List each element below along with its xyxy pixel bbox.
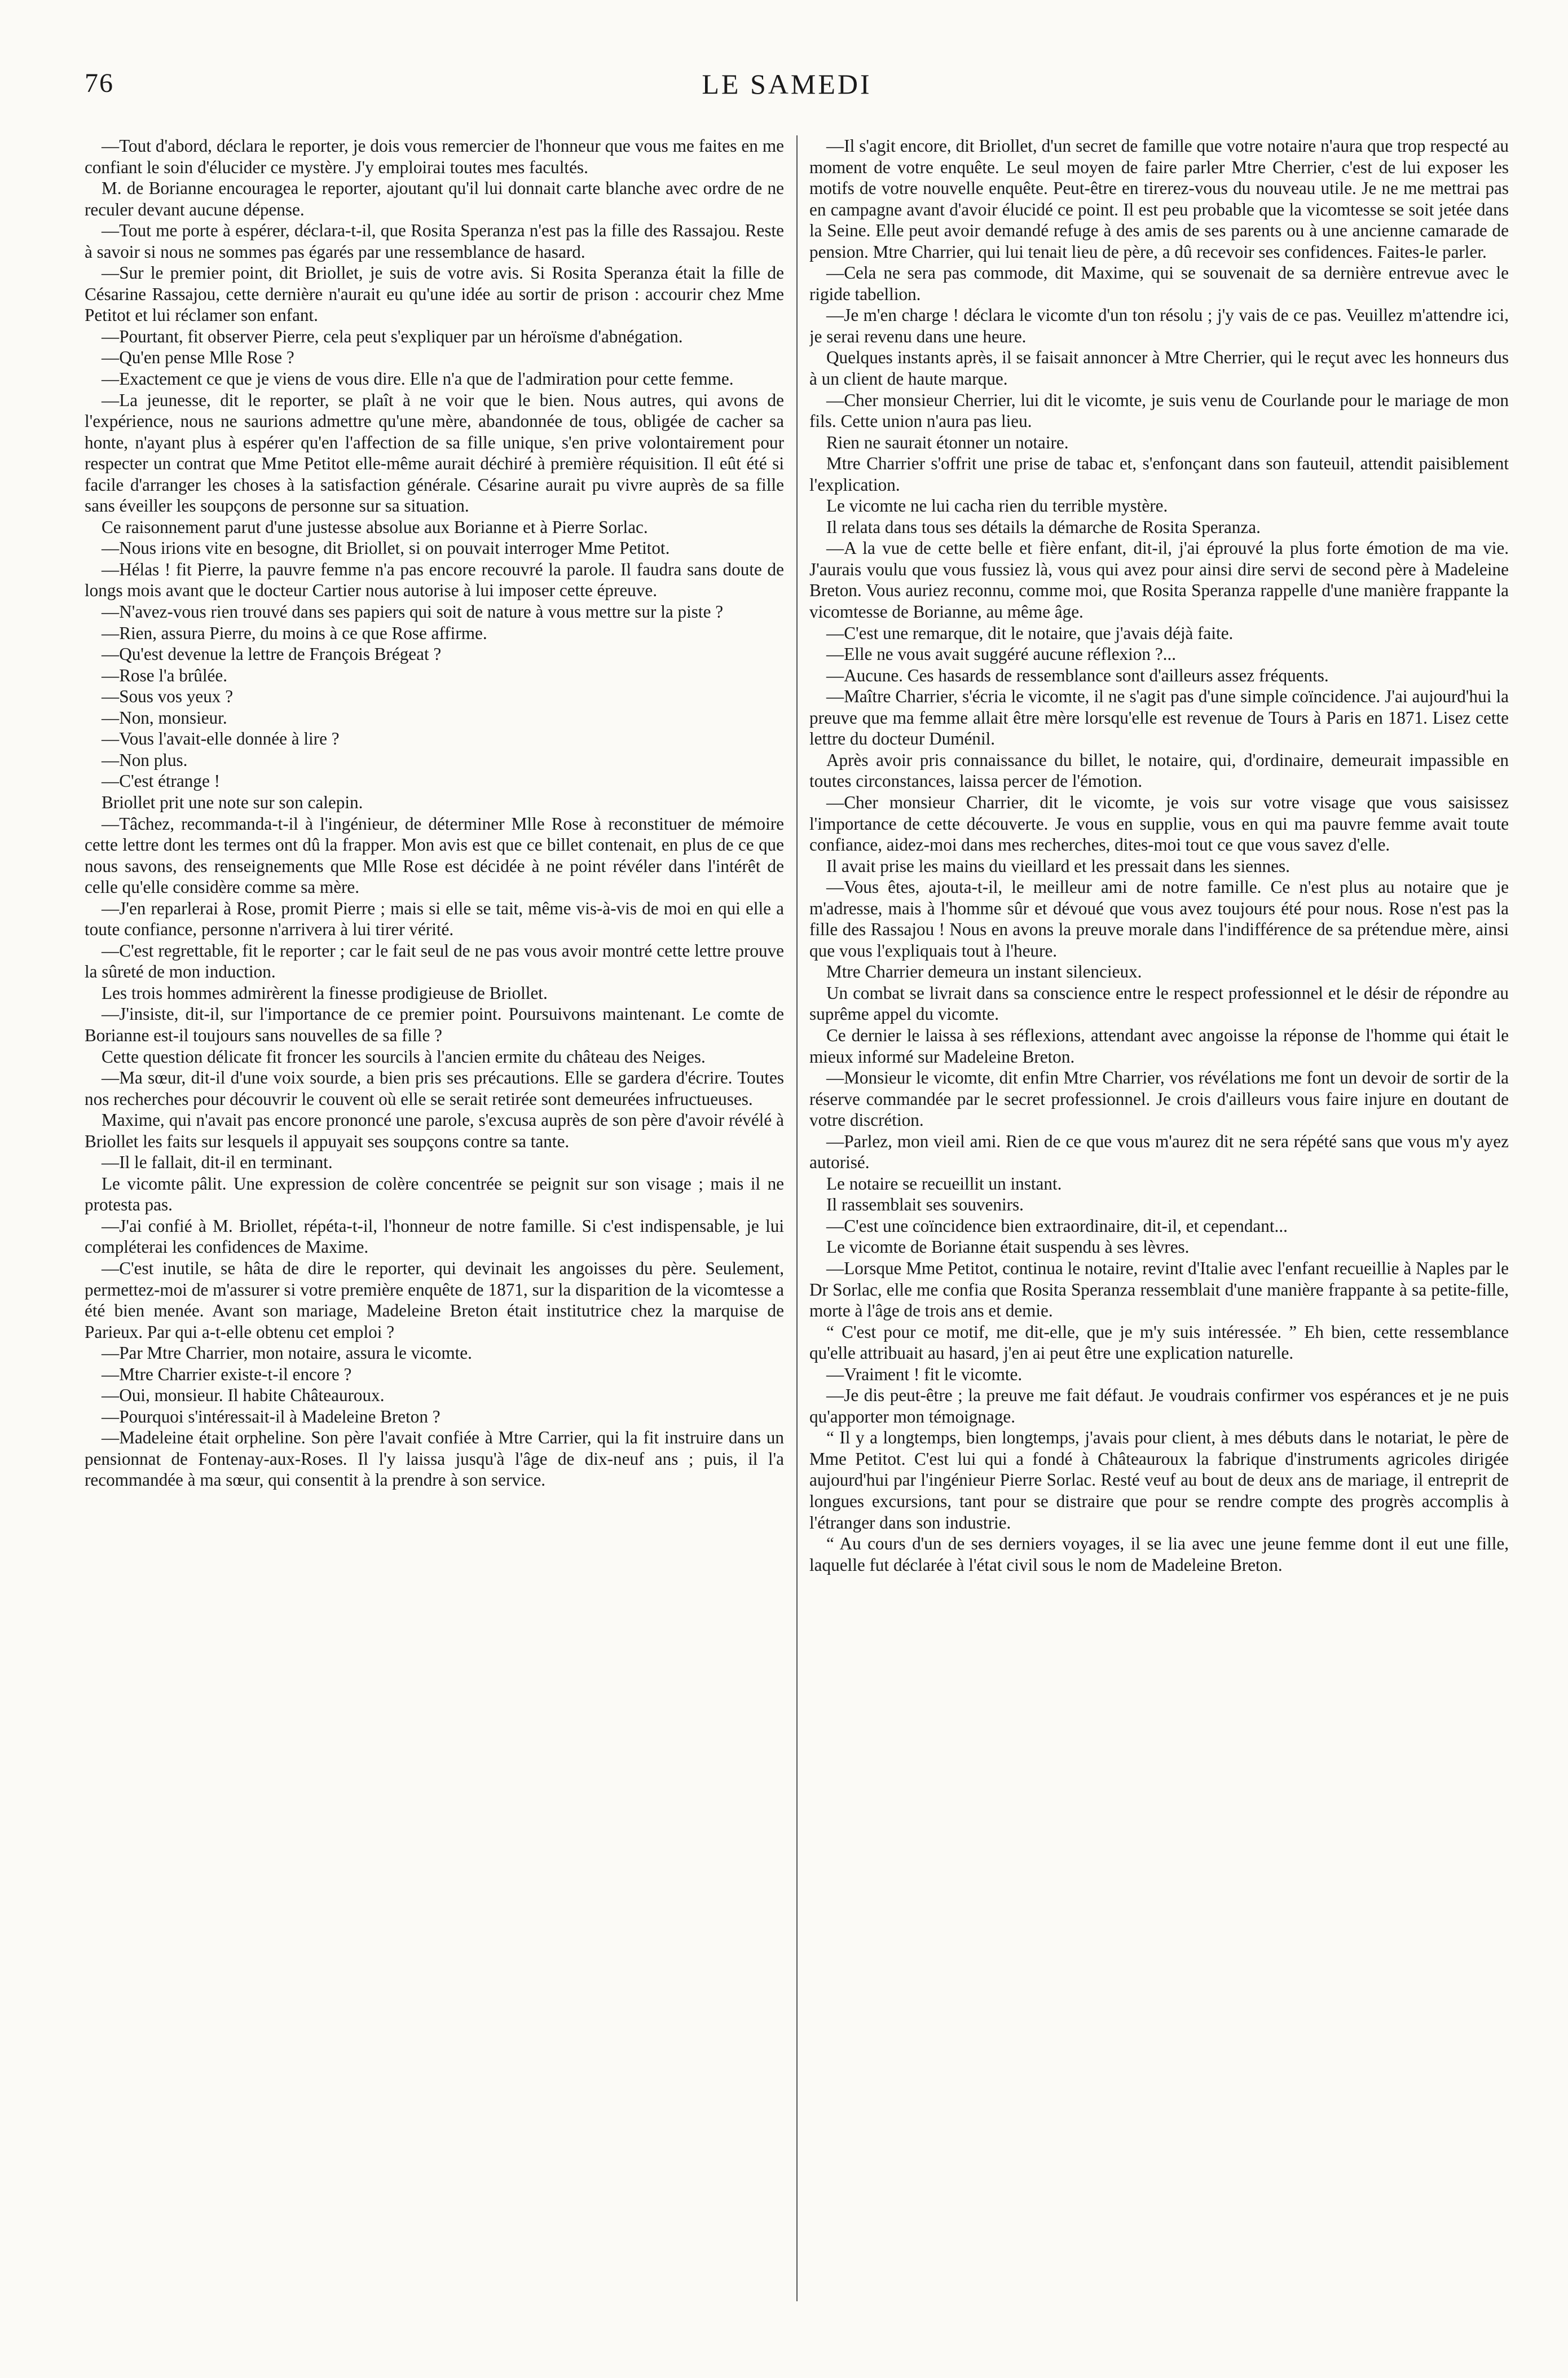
paragraph: —Tout me porte à espérer, déclara-t-il, que Rosita Speranza n'est pas la fille des Rassajou. Reste à savoir si nous ne sommes pas égarés par une ressemblance de hasard.: [85, 221, 784, 262]
paragraph: —Hélas ! fit Pierre, la pauvre femme n'a pas encore recouvré la parole. Il faudra sans doute de longs mois avant que le docteur Cartier nous autorise à lui imposer cette épreuve.: [85, 559, 784, 601]
paragraph: —C'est inutile, se hâta de dire le reporter, qui devinait les angoisses du père. Seulement, permettez-moi de m'assurer si votre première enquête de 1871, sur la disparition de la vicomtesse a été bien menée. Avant son mariage, Madeleine Breton était institutrice chez la marquise de Parieux. Par qui a-t-elle obtenu cet emploi ?: [85, 1258, 784, 1342]
paragraph: —N'avez-vous rien trouvé dans ses papiers qui soit de nature à vous mettre sur la piste ?: [102, 602, 724, 622]
paragraph: —La jeunesse, dit le reporter, se plaît à ne voir que le bien. Nous autres, qui avons de l'expérience, nous ne saurions admettre qu'une mère, abandonnée de tous, obligée de cacher sa honte, n'ayant plus à espérer qu'en l'affection de sa fille unique, s'en prive volontairement pour respecter un contrat que Mme Petitot elle-même aurait déchiré à première réquisition. Il eût été si facile d'arranger les choses à la satisfaction générale. Césarine aurait pu vivre auprès de sa fille sans éveiller les soupçons de personne sur sa situation.: [85, 390, 784, 516]
paragraph: —Oui, monsieur. Il habite Châteauroux.: [102, 1385, 385, 1406]
paragraph: —Rose l'a brûlée.: [102, 665, 228, 685]
paragraph: —Mtre Charrier existe-t-il encore ?: [102, 1364, 352, 1384]
paragraph: —A la vue de cette belle et fière enfant, dit-il, j'ai éprouvé la plus forte émotion de ma vie. J'aurais voulu que vous fussiez là, vous qui avez pour ainsi dire servi de second père à Madeleine Breton. Vous auriez reconnu, comme moi, que Rosita Speranza rappelle d'une manière frappante la vicomtesse de Borianne, au même âge.: [809, 538, 1509, 622]
paragraph: Le vicomte pâlit. Une expression de colère concentrée se peignit sur son visage ; mais il ne protesta pas.: [85, 1173, 784, 1215]
paragraph: —Tout d'abord, déclara le reporter, je dois vous remercier de l'honneur que vous me faites en me confiant le soin d'élucider ce mystère. J'y emploirai toutes mes facultés.: [85, 136, 784, 177]
page-header: [85, 68, 1489, 113]
paragraph: —Vous êtes, ajouta-t-il, le meilleur ami de notre famille. Ce n'est plus au notaire que je m'adresse, mais à l'homme sûr et dévoué que vous avez toujours été pour nous. Rose n'est pas la fille des Rassajou ! Nous en avons la preuve morale dans l'indifférence de sa prétendue mère, ainsi que vous l'expliquais tout à l'heure.: [809, 877, 1509, 961]
paragraph: —Lorsque Mme Petitot, continua le notaire, revint d'Italie avec l'enfant recueillie à Naples par le Dr Sorlac, elle me confia que Rosita Speranza ressemblait d'une manière frappante à sa petite-fille, morte à l'âge de trois ans et demie.: [809, 1258, 1509, 1321]
paragraph: —Ma sœur, dit-il d'une voix sourde, a bien pris ses précautions. Elle se gardera d'écrire. Toutes nos recherches pour découvrir le couvent où elle se serait retirée sont demeurées infructueuses.: [85, 1068, 784, 1109]
paragraph: —Elle ne vous avait suggéré aucune réflexion ?...: [826, 644, 1177, 664]
paragraph: M. de Borianne encouragea le reporter, ajoutant qu'il lui donnait carte blanche avec ordre de ne reculer devant aucune dépense.: [85, 178, 784, 219]
paragraph: “ C'est pour ce motif, me dit-elle, que je m'y suis intéressée. ” Eh bien, cette ressemblance qu'elle attribuait au hasard, j'en ai peut être une explication naturelle.: [809, 1322, 1509, 1363]
paragraph: Les trois hommes admirèrent la finesse prodigieuse de Briollet.: [102, 983, 548, 1003]
paragraph: —Pourtant, fit observer Pierre, cela peut s'expliquer par un héroïsme d'abnégation.: [102, 326, 683, 346]
paragraph: —Rien, assura Pierre, du moins à ce que Rose affirme.: [102, 623, 487, 643]
page-number: 76: [85, 68, 114, 98]
paragraph: Il rassemblait ses souvenirs.: [826, 1195, 1024, 1215]
paragraph: —Parlez, mon vieil ami. Rien de ce que vous m'aurez dit ne sera répété sans que vous m'y ayez autorisé.: [809, 1131, 1509, 1173]
paragraph: —Non, monsieur.: [102, 707, 227, 728]
paragraph: —Sous vos yeux ?: [102, 686, 234, 707]
paragraph: —Cher monsieur Charrier, dit le vicomte, je vois sur votre visage que vous saisissez l'importance de cette découverte. Je vous en supplie, vous en qui ma pauvre femme avait toute confiance, aidez-moi dans mes recherches, dites-moi tout ce que vous savez d'elle.: [809, 792, 1509, 855]
paragraph: —Monsieur le vicomte, dit enfin Mtre Charrier, vos révélations me font un devoir de sortir de la réserve commandée par le secret professionnel. Je crois d'ailleurs vous faire injure en doutant de votre discrétion.: [809, 1068, 1509, 1130]
paragraph: “ Au cours d'un de ses derniers voyages, il se lia avec une jeune femme dont il eut une fille, laquelle fut déclarée à l'état civil sous le nom de Madeleine Breton.: [809, 1534, 1509, 1575]
paragraph: —Madeleine était orpheline. Son père l'avait confiée à Mtre Carrier, qui la fit instruire dans un pensionnat de Fontenay-aux-Roses. Il l'y laissa jusqu'à l'âge de dix-neuf ans ; puis, il l'a recommandée à ma sœur, qui consentit à la prendre à son service.: [85, 1428, 784, 1490]
paragraph: —Pourquoi s'intéressait-il à Madeleine Breton ?: [102, 1406, 441, 1426]
paragraph: —C'est étrange !: [102, 771, 220, 791]
paragraph: Ce dernier le laissa à ses réflexions, attendant avec angoisse la réponse de l'homme qui était le mieux informé sur Madeleine Breton.: [809, 1025, 1509, 1067]
paragraph: —Je dis peut-être ; la preuve me fait défaut. Je voudrais confirmer vos espérances et je ne puis qu'apporter mon témoignage.: [809, 1385, 1509, 1426]
paragraph: —Je m'en charge ! déclara le vicomte d'un ton résolu ; j'y vais de ce pas. Veuillez m'attendre ici, je serai revenu dans une heure.: [809, 305, 1509, 346]
paragraph: —Tâchez, recommanda-t-il à l'ingénieur, de déterminer Mlle Rose à reconstituer de mémoire cette lettre dont les termes ont dû la frapper. Mon avis est que ce billet contenait, en plus de ce que nous savons, des renseignements que Mlle Rose est décidée à ne point révéler dans l'intérêt de celle qu'elle considère comme sa mère.: [85, 813, 784, 897]
paragraph: —Par Mtre Charrier, mon notaire, assura le vicomte.: [102, 1343, 472, 1363]
paragraph: Il relata dans tous ses détails la démarche de Rosita Speranza.: [826, 517, 1261, 537]
paragraph: —J'ai confié à M. Briollet, répéta-t-il, l'honneur de notre famille. Si c'est indispensable, je lui compléterai les confidences de Maxime.: [85, 1216, 784, 1257]
paragraph: Rien ne saurait étonner un notaire.: [826, 432, 1069, 452]
paragraph: Maxime, qui n'avait pas encore prononcé une parole, s'excusa auprès de son père d'avoir révélé à Briollet les faits sur lesquels il appuyait ses soupçons contre sa tante.: [85, 1110, 784, 1151]
paragraph: —Vraiment ! fit le vicomte.: [826, 1364, 1023, 1384]
paragraph: —J'en reparlerai à Rose, promit Pierre ; mais si elle se tait, même vis-à-vis de moi en qui elle a toute confiance, personne n'arrivera à lui tirer vérité.: [85, 898, 784, 940]
paragraph: —Sur le premier point, dit Briollet, je suis de votre avis. Si Rosita Speranza était la fille de Césarine Rassajou, cette dernière n'aurait eu qu'une idée au sortir de prison : accourir chez Mme Petitot et lui réclamer son enfant.: [85, 263, 784, 325]
left-column: [85, 135, 784, 2324]
paragraph: Mtre Charrier s'offrit une prise de tabac et, s'enfonçant dans son fauteuil, attendit paisiblement l'explication.: [809, 453, 1509, 495]
paragraph: —Cher monsieur Cherrier, lui dit le vicomte, je suis venu de Courlande pour le mariage de mon fils. Cette union n'aura pas lieu.: [809, 390, 1509, 431]
paragraph: —Nous irions vite en besogne, dit Briollet, si on pouvait interroger Mme Petitot.: [102, 538, 670, 558]
paragraph: Ce raisonnement parut d'une justesse absolue aux Borianne et à Pierre Sorlac.: [102, 517, 648, 537]
paragraph: —J'insiste, dit-il, sur l'importance de ce premier point. Poursuivons maintenant. Le comte de Borianne est-il toujours sans nouvelles de sa fille ?: [85, 1004, 784, 1045]
paragraph: Le vicomte ne lui cacha rien du terrible mystère.: [826, 496, 1168, 516]
paragraph: —C'est une remarque, dit le notaire, que j'avais déjà faite.: [826, 623, 1234, 643]
paragraph: Mtre Charrier demeura un instant silencieux.: [826, 962, 1142, 982]
paragraph: —Vous l'avait-elle donnée à lire ?: [102, 729, 340, 749]
paragraph: Il avait prise les mains du vieillard et les pressait dans les siennes.: [826, 856, 1290, 876]
column-divider: [796, 135, 798, 2301]
paragraph: —Exactement ce que je viens de vous dire. Elle n'a que de l'admiration pour cette femme.: [102, 369, 734, 389]
paragraph: Le notaire se recueillit un instant.: [826, 1173, 1062, 1194]
paragraph: —Maître Charrier, s'écria le vicomte, il ne s'agit pas d'une simple coïncidence. J'ai aujourd'hui la preuve que ma femme allait être mère lorsqu'elle est revenue de Tours à Paris en 1871. Lisez cette lettre du docteur Duménil.: [809, 686, 1509, 749]
journal-title: LE SAMEDI: [702, 68, 872, 100]
paragraph: Un combat se livrait dans sa conscience entre le respect professionnel et le désir de répondre au suprême appel du vicomte.: [809, 983, 1509, 1024]
paragraph: —C'est une coïncidence bien extraordinaire, dit-il, et cependant...: [826, 1216, 1288, 1236]
paragraph: —Qu'est devenue la lettre de François Brégeat ?: [102, 644, 442, 664]
paragraph: Cette question délicate fit froncer les sourcils à l'ancien ermite du château des Neiges.: [102, 1046, 706, 1067]
paragraph: “ Il y a longtemps, bien longtemps, j'avais pour client, à mes débuts dans le notariat, le père de Mme Petitot. C'est lui qui a fondé à Châteauroux la fabrique d'instruments agricoles dirigée aujourd'hui par l'ingénieur Pierre Sorlac. Resté veuf au bout de deux ans de mariage, il entreprit de longues excursions, tant pour se distraire que pour se rendre compte des progrès accomplis à l'étranger dans son industrie.: [809, 1428, 1509, 1533]
paragraph: Briollet prit une note sur son calepin.: [102, 792, 363, 812]
paragraph: —Non plus.: [102, 750, 188, 770]
right-column: [809, 135, 1509, 2324]
paragraph: —Cela ne sera pas commode, dit Maxime, qui se souvenait de sa dernière entrevue avec le rigide tabellion.: [809, 263, 1509, 304]
paragraph: Le vicomte de Borianne était suspendu à ses lèvres.: [826, 1237, 1190, 1257]
paragraph: Quelques instants après, il se faisait annoncer à Mtre Cherrier, qui le reçut avec les honneurs dus à un client de haute marque.: [809, 347, 1509, 389]
paragraph: —Aucune. Ces hasards de ressemblance sont d'ailleurs assez fréquents.: [826, 665, 1329, 685]
paragraph: —C'est regrettable, fit le reporter ; car le fait seul de ne pas vous avoir montré cette lettre prouve la sûreté de mon induction.: [85, 940, 784, 982]
paragraph: —Qu'en pense Mlle Rose ?: [102, 347, 294, 368]
paragraph: Après avoir pris connaissance du billet, le notaire, qui, d'ordinaire, demeurait impassible en toutes circonstances, laissa percer de l'émotion.: [809, 750, 1509, 791]
paragraph: —Il le fallait, dit-il en terminant.: [102, 1152, 333, 1173]
paragraph: —Il s'agit encore, dit Briollet, d'un secret de famille que votre notaire n'aura que trop respecté au moment de votre enquête. Le seul moyen de faire parler Mtre Cherrier, c'est de lui exposer les motifs de votre nouvelle enquête. Peut-être en tirerez-vous du nouveau utile. Je ne me mettrai pas en campagne avant d'avoir élucidé ce point. Il est peu probable que la vicomtesse se soit jetée dans la Seine. Elle peut avoir demandé refuge à des amis de ses parents ou à une ancienne camarade de pension. Mtre Charrier, qui lui tenait lieu de père, a dû recevoir ses confidences. Faites-le parler.: [809, 136, 1509, 262]
